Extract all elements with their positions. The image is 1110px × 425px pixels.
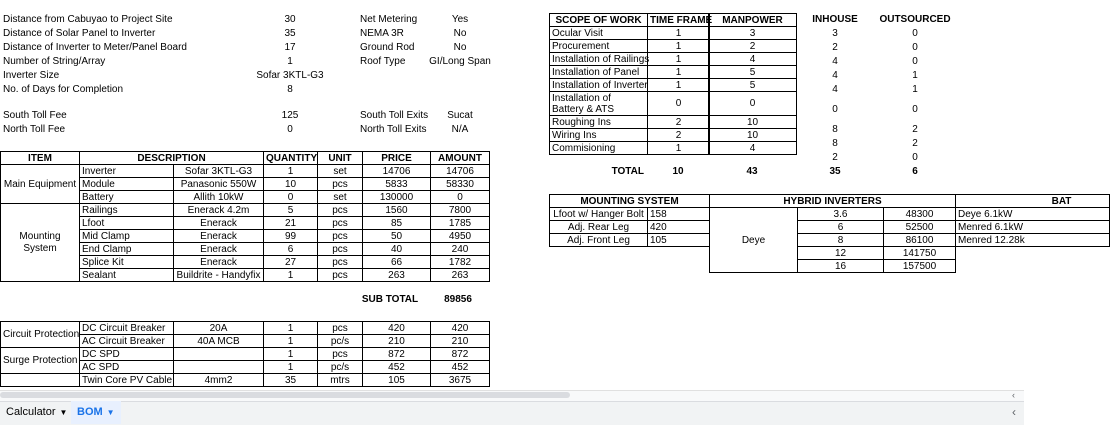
cell[interactable]: Sealant [80,269,174,282]
cell[interactable]: pcs [318,256,363,269]
total-label: TOTAL [611,166,644,177]
cell[interactable]: Roughing Ins [550,116,648,129]
table-header-row [709,14,797,27]
cell[interactable]: Panasonic 550W [174,178,264,191]
empty-cell [550,247,710,260]
cell[interactable]: 1 [264,361,318,374]
cell[interactable]: 58330 [431,178,490,191]
cell[interactable]: 8 [832,138,838,149]
cell[interactable]: 1 [912,84,918,95]
column-header: TIME FRAME [648,14,710,27]
group-item [1,374,80,387]
cell[interactable]: 12 [798,247,884,260]
toll-value: 125 [281,110,299,121]
cell[interactable]: 2 [648,116,710,129]
column-header: QUANTITY [264,152,318,165]
info-label: NEMA 3R [360,28,404,39]
cell[interactable]: 0 [832,104,838,115]
table-header-row [550,195,1110,208]
cell[interactable]: 0 [912,28,918,39]
cell[interactable]: 3 [709,27,797,40]
cell[interactable] [174,361,264,374]
cell[interactable]: 10 [264,178,318,191]
toll-exit-value: Sucat [447,110,473,121]
cell[interactable]: 420 [648,221,710,234]
cell[interactable]: 0 [912,104,918,115]
cell[interactable]: 4 [832,56,838,67]
cell[interactable]: Mid Clamp [80,230,174,243]
cell[interactable]: Commisioning [550,142,648,155]
cell[interactable]: 10 [709,129,797,142]
empty-cell [956,260,1110,273]
column-header: AMOUNT [431,152,490,165]
cell[interactable]: 3675 [431,374,490,387]
cell[interactable]: 4 [709,53,797,66]
info-label: Net Metering [360,14,418,25]
cell[interactable]: pc/s [318,335,363,348]
column-header: HYBRID INVERTERS [710,195,956,208]
cell[interactable]: 105 [648,234,710,247]
sheet-tab-label: Calculator [6,406,56,418]
table-row[interactable] [709,142,797,155]
cell[interactable]: 1785 [431,217,490,230]
cell[interactable]: 0 [431,191,490,204]
cell[interactable]: 210 [431,335,490,348]
cell[interactable]: 2 [648,129,710,142]
table-row[interactable] [550,66,710,79]
cell[interactable]: Enerack [174,243,264,256]
cell[interactable]: 16 [798,260,884,273]
cell[interactable]: 105 [363,374,431,387]
cell[interactable]: 1 [648,142,710,155]
group-item: Circuit Protection [1,322,80,348]
cell[interactable]: Procurement [550,40,648,53]
column-header: SCOPE OF WORK [550,14,648,27]
info-value: 17 [284,42,296,53]
mounting-inverter-table [549,194,1110,273]
cell[interactable] [174,348,264,361]
table-header-row [1,152,490,165]
cell[interactable]: 4 [709,142,797,155]
cell[interactable]: 4 [832,70,838,81]
cell[interactable]: 1 [264,322,318,335]
table-row[interactable] [550,247,1110,260]
cell[interactable]: pc/s [318,361,363,374]
cell[interactable]: 48300 [884,208,956,221]
cell[interactable]: 872 [363,348,431,361]
cell[interactable]: 86100 [884,234,956,247]
info-value: No [453,28,467,39]
cell[interactable]: 5 [709,66,797,79]
cell[interactable]: Enerack [174,256,264,269]
table-row[interactable] [709,79,797,92]
table-row[interactable] [550,53,710,66]
toll-exit-value: N/A [451,124,469,135]
cell[interactable]: 6 [264,243,318,256]
cell[interactable]: 2 [912,138,918,149]
scrollbar-thumb[interactable] [0,392,570,398]
cell[interactable]: Installation of Battery & ATS [550,92,648,116]
cell[interactable]: 27 [264,256,318,269]
cell[interactable]: 452 [431,361,490,374]
table-row[interactable] [550,221,1110,234]
empty-cell [550,260,710,273]
chevron-left-icon[interactable]: ‹ [1012,405,1016,419]
cell[interactable]: Installation of Railings [550,53,648,66]
cell[interactable]: Menred 12.28k [956,234,1110,247]
cell[interactable]: Ocular Visit [550,27,648,40]
cell[interactable]: 7800 [431,204,490,217]
column-header: MANPOWER [709,14,797,27]
cell[interactable]: 130000 [363,191,431,204]
table-row[interactable] [709,116,797,129]
cell[interactable]: 0 [912,56,918,67]
group-item: Mounting System [1,204,80,282]
info-value: No [453,42,467,53]
info-label: Number of String/Array [3,56,106,67]
cell[interactable]: 0 [709,92,797,116]
caret-down-icon[interactable]: ▼ [106,408,115,417]
total-value: 10 [672,166,684,177]
cell[interactable]: 4mm2 [174,374,264,387]
cell[interactable]: pcs [318,269,363,282]
cell[interactable]: pcs [318,204,363,217]
info-value: 30 [284,14,296,25]
sheet-tab-bar [0,401,1024,425]
cell[interactable]: 5 [709,79,797,92]
cell[interactable]: Menred 6.1kW [956,221,1110,234]
cell[interactable]: AC Circuit Breaker [80,335,174,348]
cell[interactable]: 1 [264,348,318,361]
cell[interactable]: 420 [363,322,431,335]
cell[interactable]: 8 [832,124,838,135]
empty-cell [956,247,1110,260]
cell[interactable]: pcs [318,322,363,335]
cell[interactable]: Lfoot [80,217,174,230]
group-item: Surge Protection [1,348,80,374]
cell[interactable]: 35 [264,374,318,387]
cell[interactable]: 1782 [431,256,490,269]
info-value: Sofar 3KTL-G3 [256,70,324,81]
table-row[interactable] [550,27,710,40]
toll-label: South Toll Fee [3,110,67,121]
cell[interactable]: 240 [431,243,490,256]
cell[interactable]: 1 [648,27,710,40]
cell[interactable]: 157500 [884,260,956,273]
cell[interactable]: 14706 [363,165,431,178]
cell[interactable]: 158 [648,208,710,221]
table-row[interactable] [709,92,797,116]
cell[interactable]: 50 [363,230,431,243]
table-row[interactable] [550,40,710,53]
column-header: BAT [956,195,1110,208]
cell[interactable]: pcs [318,230,363,243]
cell[interactable]: 0 [648,92,710,116]
cell[interactable]: Adj. Rear Leg [550,221,648,234]
table-row[interactable] [1,165,490,178]
column-header: OUTSOURCED [879,14,951,25]
cell[interactable]: Sofar 3KTL-G3 [174,165,264,178]
total-value: 43 [746,166,758,177]
cell[interactable]: Enerack [174,230,264,243]
table-row[interactable] [709,53,797,66]
info-label: Roof Type [360,56,406,67]
cell[interactable]: DC SPD [80,348,174,361]
cell[interactable]: 1 [264,269,318,282]
cell[interactable]: End Clamp [80,243,174,256]
chevron-left-icon[interactable]: ‹ [1012,390,1015,400]
inverter-brand[interactable]: Deye [710,208,798,273]
cell[interactable]: set [318,165,363,178]
cell[interactable]: Enerack [174,217,264,230]
cell[interactable]: 4950 [431,230,490,243]
cell[interactable]: pcs [318,348,363,361]
protection-table [0,321,490,387]
cell[interactable]: 2 [912,124,918,135]
total-value: 6 [912,166,918,177]
cell[interactable]: Splice Kit [80,256,174,269]
sheet-tab-label: BOM [77,406,103,418]
toll-exit-label: North Toll Exits [360,124,427,135]
cell[interactable]: 141750 [884,247,956,260]
cell[interactable]: Railings [80,204,174,217]
cell[interactable]: 99 [264,230,318,243]
table-header-row [550,14,710,27]
cell[interactable]: 3 [832,28,838,39]
toll-exit-label: South Toll Exits [360,110,429,121]
cell[interactable]: Installation of Inverter [550,79,648,92]
cell[interactable]: 1 [912,70,918,81]
cell[interactable]: Buildrite - Handyfix [174,269,264,282]
cell[interactable]: 1 [648,40,710,53]
info-value: 1 [287,56,293,67]
column-header: UNIT [318,152,363,165]
info-label: No. of Days for Completion [3,84,124,95]
cell[interactable]: Adj. Front Leg [550,234,648,247]
table-row[interactable] [709,40,797,53]
cell[interactable]: 1 [264,335,318,348]
cell[interactable]: Wiring Ins [550,129,648,142]
cell[interactable]: pcs [318,217,363,230]
cell[interactable]: 10 [709,116,797,129]
cell[interactable]: Installation of Panel [550,66,648,79]
cell[interactable]: 40A MCB [174,335,264,348]
cell[interactable]: Lfoot w/ Hanger Bolt [550,208,648,221]
table-row[interactable] [550,260,1110,273]
cell[interactable]: 452 [363,361,431,374]
cell[interactable]: 66 [363,256,431,269]
info-value: GI/Long Span [429,56,491,67]
info-value: Yes [451,14,469,25]
table-row[interactable] [709,27,797,40]
table-row[interactable] [1,322,490,335]
group-item: Main Equipment [1,165,80,204]
cell[interactable]: 2 [832,42,838,53]
table-row[interactable] [550,129,710,142]
caret-down-icon[interactable]: ▼ [59,408,68,417]
cell[interactable]: 263 [363,269,431,282]
total-value: 35 [829,166,841,177]
cell[interactable]: Twin Core PV Cable [80,374,174,387]
toll-value: 0 [287,124,293,135]
cell[interactable]: 1 [648,79,710,92]
cell[interactable]: 20A [174,322,264,335]
cell[interactable]: Deye 6.1kW [956,208,1110,221]
cell[interactable]: Module [80,178,174,191]
cell[interactable]: DC Circuit Breaker [80,322,174,335]
cell[interactable]: 6 [798,221,884,234]
cell[interactable]: mtrs [318,374,363,387]
column-header: PRICE [363,152,431,165]
cell[interactable]: Enerack 4.2m [174,204,264,217]
table-row[interactable] [1,348,490,361]
table-row[interactable] [1,374,490,387]
cell[interactable]: Allith 10kW [174,191,264,204]
info-label: Distance of Solar Panel to Inverter [3,28,156,39]
column-header: MOUNTING SYSTEM [550,195,710,208]
cell[interactable]: 1 [648,53,710,66]
cell[interactable]: 40 [363,243,431,256]
subtotal-label: SUB TOTAL [361,294,419,305]
cell[interactable]: Battery [80,191,174,204]
cell[interactable]: 3.6 [798,208,884,221]
cell[interactable]: 52500 [884,221,956,234]
cell[interactable]: 1 [648,66,710,79]
cell[interactable]: 5 [264,204,318,217]
info-label: Ground Rod [360,42,415,53]
cell[interactable]: 872 [431,348,490,361]
cell[interactable]: set [318,191,363,204]
cell[interactable]: 85 [363,217,431,230]
toll-label: North Toll Fee [3,124,66,135]
table-row[interactable] [1,204,490,217]
table-row[interactable] [550,234,1110,247]
cell[interactable]: pcs [318,243,363,256]
info-value: 8 [287,84,293,95]
cell[interactable]: 0 [264,191,318,204]
column-header: INHOUSE [812,14,858,25]
manpower-table [708,13,797,155]
table-row[interactable] [550,79,710,92]
cell[interactable]: pcs [318,178,363,191]
cell[interactable]: 2 [709,40,797,53]
cell[interactable]: Inverter [80,165,174,178]
info-label: Distance of Inverter to Meter/Panel Board [3,42,187,53]
cell[interactable]: 210 [363,335,431,348]
cell[interactable]: 5833 [363,178,431,191]
cell[interactable]: 1560 [363,204,431,217]
table-row[interactable] [550,92,710,116]
column-header: DESCRIPTION [80,152,264,165]
table-row[interactable] [709,66,797,79]
cell[interactable]: 420 [431,322,490,335]
info-label: Distance from Cabuyao to Project Site [3,14,173,25]
cell[interactable]: 0 [912,42,918,53]
sheet-tab-calculator[interactable] [0,401,73,424]
cell[interactable]: 8 [798,234,884,247]
table-row[interactable] [550,142,710,155]
cell[interactable]: 263 [431,269,490,282]
cell[interactable]: 1 [264,165,318,178]
table-row[interactable] [550,208,1110,221]
cell[interactable]: AC SPD [80,361,174,374]
subtotal-value: 89856 [444,294,472,305]
cell[interactable]: 2 [832,152,838,163]
cell[interactable]: 4 [832,84,838,95]
info-label: Inverter Size [3,70,60,81]
info-value: 35 [284,28,296,39]
table-row[interactable] [550,116,710,129]
table-row[interactable] [709,129,797,142]
bom-table [0,151,490,282]
column-header: ITEM [1,152,80,165]
scope-table [549,13,713,155]
cell[interactable]: 0 [912,152,918,163]
cell[interactable]: 21 [264,217,318,230]
cell[interactable]: 14706 [431,165,490,178]
sheet-tab-bom[interactable] [71,401,121,424]
